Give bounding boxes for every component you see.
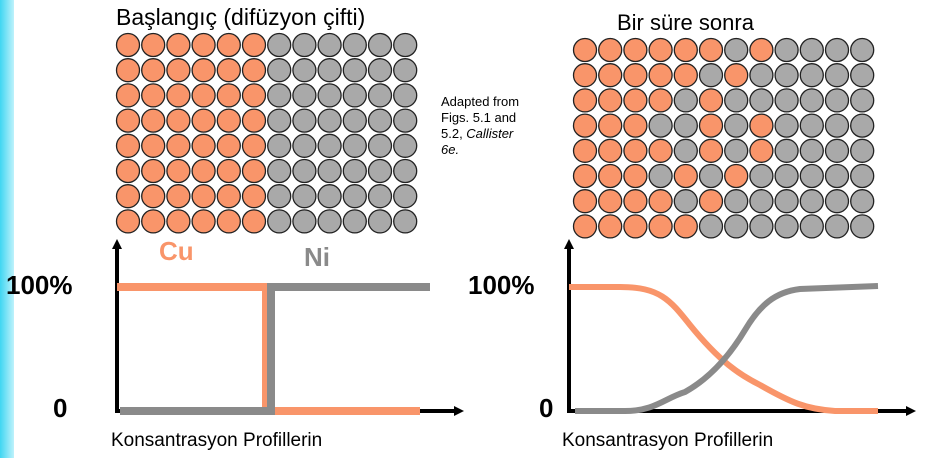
cu-atom (142, 84, 165, 107)
ni-atom (800, 64, 823, 87)
cu-atom (599, 89, 622, 112)
ni-atom (725, 190, 748, 213)
cu-atom (167, 34, 190, 57)
ni-atom (268, 210, 291, 233)
cu-atom (192, 109, 215, 132)
cu-atom (674, 165, 697, 188)
ni-atom (826, 190, 849, 213)
ni-atom (394, 109, 417, 132)
ni-atom (725, 215, 748, 238)
cu-atom (243, 34, 266, 57)
ni-atom (369, 185, 392, 208)
cu-atom (192, 134, 215, 157)
cu-atom (167, 160, 190, 183)
cu-atom (217, 160, 240, 183)
initial-state-title: Başlangıç (difüzyon çifti) (116, 4, 366, 30)
cu-atom (649, 39, 672, 62)
ni-atom (369, 160, 392, 183)
right-y-bottom-label: 0 (539, 393, 554, 423)
ni-atom (293, 34, 316, 57)
ni-atom (725, 139, 748, 162)
cu-atom (142, 210, 165, 233)
cu-atom (117, 59, 140, 82)
right-profile-chart (567, 243, 912, 413)
source-line-4 (441, 142, 519, 158)
ni-atom (369, 109, 392, 132)
cu-atom (217, 185, 240, 208)
cu-label: Cu (159, 236, 194, 266)
cu-atom (192, 185, 215, 208)
cu-atom (243, 109, 266, 132)
ni-atom (851, 39, 874, 62)
ni-atom (293, 84, 316, 107)
ni-atom (725, 114, 748, 137)
ni-atom (750, 215, 773, 238)
ni-atom (293, 210, 316, 233)
cu-atom (599, 114, 622, 137)
cu-atom (192, 34, 215, 57)
cu-atom (167, 84, 190, 107)
cu-atom (574, 215, 597, 238)
source-line-4-italic: 6e. (441, 142, 460, 157)
ni-atom (318, 59, 341, 82)
ni-atom (343, 210, 366, 233)
cu-atom (142, 134, 165, 157)
cu-atom (700, 39, 723, 62)
right-x-axis-label: Konsantrasyon Profillerin (562, 430, 774, 451)
ni-atom (750, 165, 773, 188)
cu-atom (624, 165, 647, 188)
ni-atom (800, 114, 823, 137)
left-y-top-label: 100% (6, 270, 73, 300)
ni-atom (775, 64, 798, 87)
ni-atom (750, 89, 773, 112)
ni-atom (826, 215, 849, 238)
ni-atom (369, 59, 392, 82)
cu-atom (599, 165, 622, 188)
ni-atom (394, 134, 417, 157)
ni-atom (394, 210, 417, 233)
cu-atom (574, 114, 597, 137)
cu-atom (117, 185, 140, 208)
ni-atom (826, 114, 849, 137)
ni-atom (851, 165, 874, 188)
ni-atom (800, 39, 823, 62)
ni-atom (394, 34, 417, 57)
cu-atom (167, 59, 190, 82)
cu-atom (117, 109, 140, 132)
ni-atom (268, 59, 291, 82)
source-line-3-prefix: 5.2, (441, 126, 467, 141)
ni-atom (369, 134, 392, 157)
source-line-3 (441, 126, 519, 142)
ni-atom (725, 39, 748, 62)
cu-atom (599, 139, 622, 162)
cu-atom (243, 84, 266, 107)
ni-atom (800, 139, 823, 162)
cu-atom (674, 215, 697, 238)
left-profile-chart (115, 243, 460, 413)
ni-atom (649, 165, 672, 188)
ni-atom (851, 114, 874, 137)
cu-atom (243, 134, 266, 157)
ni-atom (318, 84, 341, 107)
ni-atom (394, 160, 417, 183)
ni-atom (293, 59, 316, 82)
ni-atom (674, 190, 697, 213)
cu-atom (167, 185, 190, 208)
source-note (441, 94, 519, 158)
ni-atom (293, 160, 316, 183)
cu-atom (192, 59, 215, 82)
right-cu-profile (569, 287, 878, 411)
cu-atom (117, 160, 140, 183)
ni-atom (268, 160, 291, 183)
ni-atom (775, 165, 798, 188)
cu-atom (649, 190, 672, 213)
ni-atom (268, 34, 291, 57)
ni-atom (343, 84, 366, 107)
source-line-1: Adapted from (441, 94, 520, 109)
ni-atom (851, 64, 874, 87)
ni-atom (775, 89, 798, 112)
cu-atom (167, 134, 190, 157)
ni-atom (826, 39, 849, 62)
cu-atom (192, 210, 215, 233)
ni-atom (394, 59, 417, 82)
cu-atom (117, 134, 140, 157)
cu-atom (674, 39, 697, 62)
ni-label: Ni (304, 242, 330, 272)
cu-atom (599, 64, 622, 87)
cu-atom (217, 84, 240, 107)
ni-atom (369, 210, 392, 233)
cu-atom (624, 64, 647, 87)
ni-atom (318, 34, 341, 57)
cu-atom (750, 114, 773, 137)
cu-atom (142, 34, 165, 57)
cu-atom (142, 160, 165, 183)
ni-atom (700, 215, 723, 238)
ni-atom (826, 165, 849, 188)
ni-atom (343, 160, 366, 183)
ni-atom (775, 114, 798, 137)
ni-atom (268, 134, 291, 157)
cu-atom (574, 89, 597, 112)
cu-atom (167, 109, 190, 132)
ni-atom (649, 114, 672, 137)
ni-atom (800, 89, 823, 112)
ni-atom (343, 109, 366, 132)
ni-atom (725, 89, 748, 112)
ni-atom (318, 160, 341, 183)
cu-atom (649, 215, 672, 238)
ni-atom (268, 109, 291, 132)
cu-atom (674, 64, 697, 87)
later-lattice (574, 39, 874, 238)
cu-atom (243, 59, 266, 82)
ni-atom (318, 134, 341, 157)
cu-atom (750, 39, 773, 62)
cu-atom (700, 89, 723, 112)
cu-atom (599, 215, 622, 238)
cu-atom (167, 210, 190, 233)
left-x-axis-label: Konsantrasyon Profillerin (111, 430, 323, 451)
ni-atom (343, 134, 366, 157)
ni-atom (826, 139, 849, 162)
ni-atom (674, 139, 697, 162)
cu-atom (217, 210, 240, 233)
right-ni-profile (575, 286, 878, 411)
cu-atom (750, 139, 773, 162)
cu-atom (624, 215, 647, 238)
ni-atom (369, 34, 392, 57)
ni-atom (343, 34, 366, 57)
ni-atom (851, 89, 874, 112)
cu-atom (624, 89, 647, 112)
ni-atom (318, 109, 341, 132)
ni-atom (674, 89, 697, 112)
ni-atom (826, 89, 849, 112)
ni-atom (775, 139, 798, 162)
cu-atom (117, 34, 140, 57)
ni-atom (800, 165, 823, 188)
cu-atom (117, 84, 140, 107)
cu-atom (217, 109, 240, 132)
ni-atom (318, 210, 341, 233)
ni-atom (851, 139, 874, 162)
ni-atom (700, 64, 723, 87)
ni-atom (343, 59, 366, 82)
cu-atom (574, 190, 597, 213)
cu-atom (649, 64, 672, 87)
cu-atom (574, 39, 597, 62)
ni-atom (775, 190, 798, 213)
cu-atom (243, 185, 266, 208)
ni-atom (750, 190, 773, 213)
source-line-2: Figs. 5.1 and (441, 110, 517, 125)
later-state-title: Bir süre sonra (617, 10, 754, 35)
cu-atom (243, 210, 266, 233)
cu-atom (649, 139, 672, 162)
ni-atom (851, 215, 874, 238)
cu-atom (624, 190, 647, 213)
ni-atom (293, 134, 316, 157)
ni-atom (394, 84, 417, 107)
cu-atom (217, 34, 240, 57)
cu-atom (725, 165, 748, 188)
cu-atom (624, 114, 647, 137)
ni-atom (268, 84, 291, 107)
cu-atom (142, 185, 165, 208)
cu-atom (142, 109, 165, 132)
cu-atom (574, 165, 597, 188)
ni-atom (851, 190, 874, 213)
source-line-3-italic: Callister (466, 126, 514, 141)
ni-atom (775, 215, 798, 238)
cu-atom (624, 139, 647, 162)
cu-atom (700, 114, 723, 137)
ni-atom (293, 185, 316, 208)
initial-lattice (117, 34, 417, 233)
left-y-bottom-label: 0 (53, 393, 68, 423)
cu-atom (599, 190, 622, 213)
cu-atom (217, 59, 240, 82)
cu-atom (700, 139, 723, 162)
right-y-top-label: 100% (468, 270, 535, 300)
ni-atom (369, 84, 392, 107)
cu-atom (243, 160, 266, 183)
cu-atom (142, 59, 165, 82)
cu-atom (217, 134, 240, 157)
ni-atom (750, 64, 773, 87)
cu-atom (117, 210, 140, 233)
cu-atom (192, 84, 215, 107)
ni-atom (394, 185, 417, 208)
cu-atom (599, 39, 622, 62)
ni-atom (674, 114, 697, 137)
ni-atom (800, 215, 823, 238)
cu-atom (574, 64, 597, 87)
cu-atom (624, 39, 647, 62)
cu-atom (725, 64, 748, 87)
ni-atom (700, 165, 723, 188)
ni-atom (826, 64, 849, 87)
cu-atom (192, 160, 215, 183)
ni-atom (343, 185, 366, 208)
ni-atom (318, 185, 341, 208)
cu-atom (574, 139, 597, 162)
cu-atom (649, 89, 672, 112)
ni-atom (293, 109, 316, 132)
ni-atom (775, 39, 798, 62)
ni-atom (268, 185, 291, 208)
ni-atom (800, 190, 823, 213)
cu-atom (700, 190, 723, 213)
left-ni-profile (120, 287, 430, 411)
